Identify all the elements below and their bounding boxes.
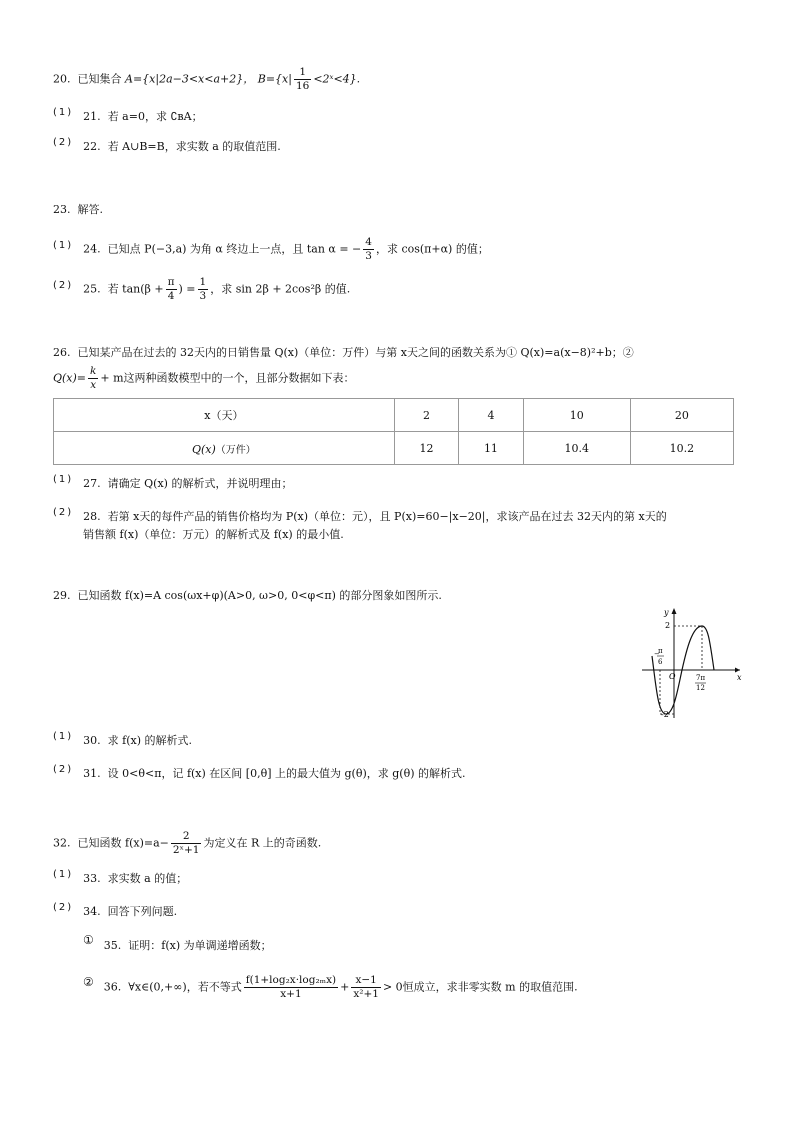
q32-frac: $\frac{2}{\text{2ˣ+1}}$ xyxy=(172,830,200,856)
q23-frac-pi-4: $\frac{\pi}{4}$ xyxy=(167,276,175,302)
q32-sub2: ② 36. ∀x∈(0,+∞)，若不等式 $\frac{\text{f(1+log₂x·log₂ₘx)}}{x+1}$ + $\frac{x-1}{\text{x²+1}}$ > 0恒成立，求非零实数 m 的取值范围. xyxy=(83,974,578,1000)
q26-part1: (1) 27. 请确定 Q(x) 的解析式，并说明理由； xyxy=(53,474,293,490)
q23-part2: (2) 25. 若 tan(β + $\frac{\pi}{4}$ ) = $\frac{1}{3}$ ，求 sin 2β + 2cos²β 的值. xyxy=(53,276,351,302)
q23-part1: (1) 24. 已知点 P(−3,a) 为角 α 终边上一点，且 tan α = − $\frac{4}{3}$ ，求 cos(π+α) 的值； xyxy=(53,236,489,262)
x-left-sign: − xyxy=(654,650,660,658)
origin-label: O xyxy=(669,672,676,681)
q29-part1: (1) 30. 求 f(x) 的解析式. xyxy=(53,731,193,747)
q26-stem-line1: 26. 已知某产品在过去的 32天内的日销售量 Q(x)（单位：万件）与第 x天之间的函数关系为① Q(x)=a(x−8)²+b；② xyxy=(53,346,634,359)
q23-stem: 23. 解答. xyxy=(53,203,103,216)
table-row xyxy=(54,432,734,465)
q23-frac-4-3: $\frac{4}{3}$ xyxy=(365,236,372,262)
q32-stem: 32. 已知函数 f(x)=a− $\frac{2}{\text{2ˣ+1}}$ 为定义在 R 上的奇函数. xyxy=(53,830,322,856)
table-cell: 10.2 xyxy=(630,432,733,465)
table-cell: 11 xyxy=(459,432,523,465)
q29-stem: 29. 已知函数 f(x)=A cos(ωx+φ)(A>0, ω>0, 0<φ<π) 的部分图象如图所示. xyxy=(53,589,442,602)
x-right-den: 12 xyxy=(696,684,705,692)
q20-frac: $\frac{1}{16}$ xyxy=(295,66,310,92)
q26-part2-cont: 销售额 f(x)（单位：万元）的解析式及 f(x) 的最小值. xyxy=(83,528,344,541)
x-axis-arrow xyxy=(735,668,740,673)
q26-frac-k-x: $\frac{k}{x}$ xyxy=(90,365,97,391)
y-max-label: 2 xyxy=(665,621,671,630)
x-right-num: 7π xyxy=(696,674,706,682)
q32-part1: (1) 33. 求实数 a 的值； xyxy=(53,869,188,885)
q29-part2: (2) 31. 设 0<θ<π，记 f(x) 在区间 [0,θ] 上的最大值为 g(θ)，求 g(θ) 的解析式. xyxy=(53,764,466,780)
y-axis-arrow xyxy=(672,608,677,614)
q20-part1: (1) 21. 若 a=0，求 ∁ʙA； xyxy=(53,107,203,123)
q23-frac-1-3: $\frac{1}{3}$ xyxy=(199,276,207,302)
x-left-den: 6 xyxy=(658,658,663,666)
q20-stem: 20. 已知集合 A={x|2a−3<x<a+2}， B={x| $\frac{1}{16}$ <2ˣ<4}. xyxy=(53,66,361,92)
table-row xyxy=(54,399,734,432)
table-header-q: Q(x)（万件） xyxy=(54,432,395,465)
x-label: x xyxy=(737,673,742,682)
q26-stem-line2: Q(x)= $\frac{k}{x}$ + m这两种函数模型中的一个，且部分数据如下表： xyxy=(53,365,355,391)
q32-sub1: ① 35. 证明：f(x) 为单调递增函数； xyxy=(83,933,272,952)
table-header-x: x（天） xyxy=(54,399,395,432)
cosine-graph xyxy=(636,606,744,722)
q26-part2: (2) 28. 若第 x天的每件产品的销售价格均为 P(x)（单位：元），且 P(x)=60−|x−20|，求该产品在过去 32天内的第 x天的 xyxy=(53,507,667,523)
y-label: y xyxy=(664,608,669,617)
q32-part2: (2) 34. 回答下列问题. xyxy=(53,902,178,918)
table-cell: 12 xyxy=(394,432,458,465)
q32-ineq-frac2: $\frac{x-1}{\text{x²+1}}$ xyxy=(353,974,379,1000)
y-min-label: -2 xyxy=(661,710,669,719)
data-table xyxy=(53,398,734,465)
x-left-num: π xyxy=(658,647,663,655)
table-cell: 2 xyxy=(394,399,458,432)
table-cell: 10 xyxy=(523,399,630,432)
table-cell: 10.4 xyxy=(523,432,630,465)
table-cell: 20 xyxy=(630,399,733,432)
q20-part2: (2) 22. 若 A∪B=B，求实数 a 的取值范围. xyxy=(53,137,281,153)
table-cell: 4 xyxy=(459,399,523,432)
q32-ineq-frac1: $\frac{\text{f(1+log₂x·log₂ₘx)}}{x+1}$ xyxy=(245,974,337,1000)
